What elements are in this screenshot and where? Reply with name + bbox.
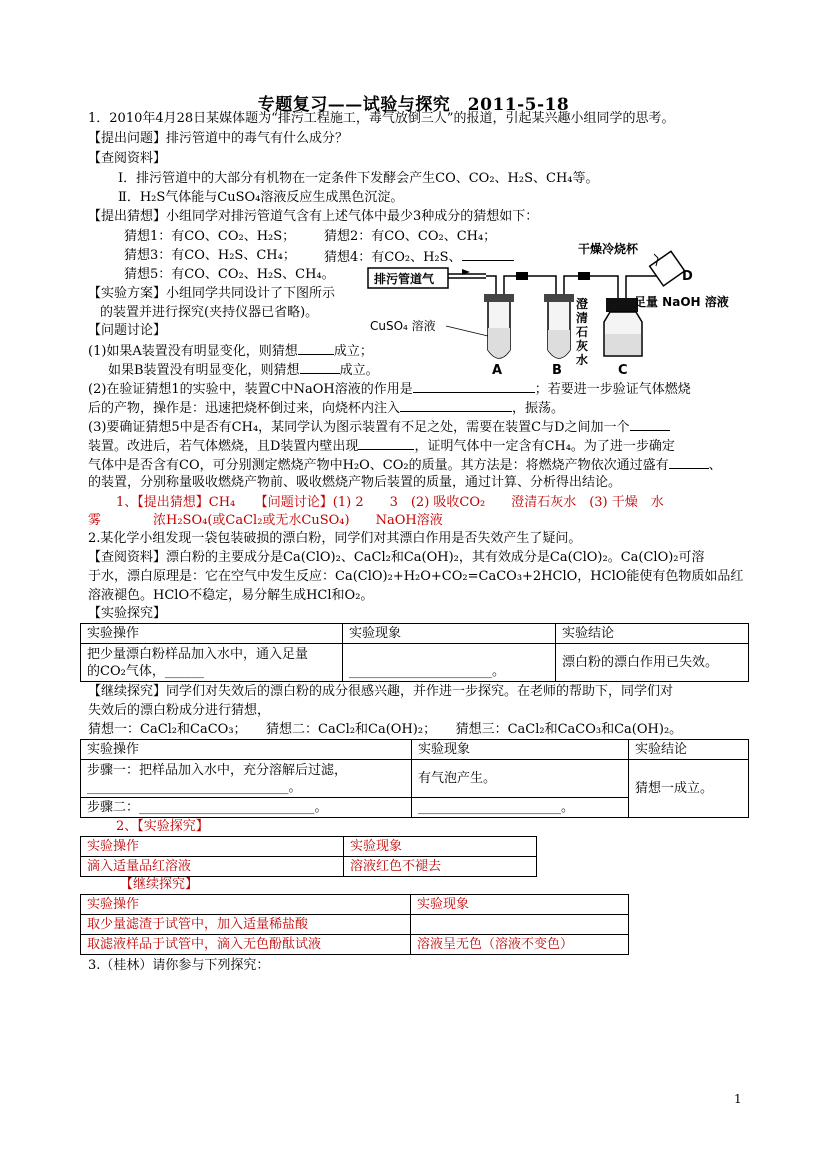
q1-ref2: Ⅱ．H₂S气体能与CuSO₄溶液反应生成黑色沉淀。	[118, 190, 404, 205]
table-cell: 漂白粉的漂白作用已失效。	[556, 644, 749, 682]
table-cell: 有气泡产生。	[412, 760, 629, 798]
q1-guess2: 猜想2：有CO、CO₂、CH₄；	[324, 229, 497, 244]
q1-answer-line1: 1、【提出猜想】CH₄ 【问题讨论】(1) 2 3 (2) 吸收CO₂ 澄清石灰水 (3) 干燥 水	[116, 495, 664, 510]
q3-intro: 3.（桂林）请你参与下列探究：	[88, 958, 270, 973]
q2-ref1: 【查阅资料】漂白粉的主要成分是Ca(ClO)₂、CaCl₂和Ca(OH)₂，其有效成分是Ca(ClO)₂。Ca(ClO)₂可溶	[88, 550, 705, 565]
q2-exp-head: 【实验探究】	[88, 606, 167, 621]
q2-ref3: 溶液褪色。HClO不稳定，易分解生成HCl和O₂。	[88, 588, 374, 603]
apparatus-diagram	[366, 238, 729, 378]
table-header: 实验现象	[343, 624, 556, 644]
q1-intro: 1．2010年4月28日某媒体题为“排污工程施工，毒气放倒三人”的报道，引起某兴趣小组同学的思考。	[88, 111, 675, 126]
q2-continue1: 【继续探究】同学们对失效后的漂白粉的成分很感兴趣，并作进一步探究。在老师的帮助下，同学们对	[88, 684, 674, 699]
q1-disc2: (2)在验证猜想1的实验中，装置C中NaOH溶液的作用是 ；若要进一步验证气体燃烧	[88, 379, 691, 399]
table-cell: 溶液红色不褪去	[344, 857, 537, 877]
table-header: 实验现象	[412, 740, 629, 760]
table-row	[81, 837, 537, 857]
beaker-label: 干燥冷烧杯	[578, 242, 639, 256]
q1-guess5: 猜想5：有CO、CO₂、H₂S、CH₄。	[124, 267, 335, 282]
q1-answer-line2: 雾 浓H₂SO₄(或CaCl₂或无水CuSO₄) NaOH溶液	[88, 513, 443, 528]
page-number: 1	[734, 1092, 742, 1106]
table-cell: ______________________。	[412, 798, 629, 818]
table-row	[81, 857, 537, 877]
table-cell: 步骤一：把样品加入水中，充分溶解后过滤， _______________________________。	[81, 760, 412, 798]
table-row	[81, 895, 629, 915]
table-row	[81, 644, 749, 682]
q1-disc3b: 装置。改进后，若气体燃烧，且D装置内壁出现 ，证明气体中一定含有CH₄。为了进一步确定	[88, 436, 675, 456]
table-header: 实验现象	[411, 895, 629, 915]
table-cell: 取少量滤渣于试管中，加入适量稀盐酸	[81, 915, 411, 935]
label-d: D	[682, 269, 693, 284]
table-cell: ______________________。	[343, 644, 556, 682]
table-cell: 步骤二：___________________________。	[81, 798, 412, 818]
cuso4-label: CuSO₄ 溶液	[370, 319, 436, 333]
table-row	[81, 760, 749, 798]
table-cell: 把少量漂白粉样品加入水中，通入足量 的CO₂气体，______	[81, 644, 343, 682]
table-header: 实验操作	[81, 624, 343, 644]
table-header: 实验结论	[629, 740, 749, 760]
table-cell: 滴入适量品红溶液	[81, 857, 344, 877]
limewater-label-1: 澄	[576, 297, 589, 311]
label-c: C	[618, 363, 628, 378]
table-header: 实验操作	[81, 895, 411, 915]
table-cell: 猜想一成立。	[629, 760, 749, 818]
beaker-d	[650, 251, 685, 286]
limewater-label-5: 水	[576, 353, 589, 367]
table-cell	[411, 915, 629, 935]
table-header: 实验操作	[81, 740, 412, 760]
q2-answer-head: 2、【实验探究】	[116, 819, 209, 834]
q1-disc2b: 后的产物，操作是：迅速把烧杯倒过来，向烧杯内注入 ，振荡。	[88, 398, 564, 418]
limewater-label-2: 清	[576, 311, 589, 325]
q1-disc3: (3)要确证猜想5中是否有CH₄，某同学认为图示装置有不足之处，需要在装置C与D之间加一个	[88, 417, 670, 437]
q1-plan1: 【实验方案】小组同学共同设计了下图所示	[88, 286, 336, 301]
limewater-label-4: 灰	[576, 339, 589, 353]
label-b: B	[552, 363, 562, 378]
q1-disc1b: 如果B装置没有明显变化，则猜想 成立。	[108, 360, 379, 380]
limewater-label-3: 石	[576, 325, 589, 339]
q1-disc3c: 气体中是否含有CO，可分别测定燃烧产物中H₂O、CO₂的质量。其方法是：将燃烧产物依次通过盛有 、	[88, 455, 722, 475]
q2-answer-continue-table	[80, 894, 629, 955]
q1-guess4: 猜想4：有CO₂、H₂S、	[324, 247, 514, 267]
q1-ref-head: 【查阅资料】	[88, 151, 167, 166]
q2-intro: 2.某化学小组发现一袋包装破损的漂白粉，同学们对其漂白作用是否失效产生了疑问。	[88, 531, 582, 546]
q1-guess3: 猜想3：有CO、H₂S、CH₄；	[124, 248, 296, 263]
q2-answer-table	[80, 836, 537, 877]
table-row	[81, 740, 749, 760]
table-row	[81, 915, 629, 935]
q1-plan2: 的装置并进行探究(夹持仪器已省略)。	[100, 305, 319, 320]
label-a: A	[492, 363, 503, 378]
q1-ask: 【提出问题】排污管道中的毒气有什么成分？	[88, 131, 349, 146]
table-header: 实验结论	[556, 624, 749, 644]
q1-disc-head: 【问题讨论】	[88, 323, 167, 338]
q2-continue2: 失效后的漂白粉成分进行猜想，	[88, 703, 271, 718]
table-row	[81, 624, 749, 644]
q2-continue-table	[80, 739, 749, 818]
q1-guess1: 猜想1：有CO、CO₂、H₂S；	[124, 229, 296, 244]
q1-ref1: Ⅰ．排污管道中的大部分有机物在一定条件下发酵会产生CO、CO₂、H₂S、CH₄等。	[118, 171, 599, 186]
q1-disc3d: 的装置，分别称量吸收燃烧产物前、吸收燃烧产物后装置的质量，通过计算、分析得出结论。	[88, 475, 622, 490]
table-header: 实验现象	[344, 837, 537, 857]
page-title: 专题复习——试验与探究 2011-5-18	[257, 95, 570, 115]
table-row	[81, 935, 629, 955]
table-cell: 溶液呈无色（溶液不变色）	[411, 935, 629, 955]
q2-answer-continue: 【继续探究】	[120, 877, 199, 892]
naoh-label: 足量 NaOH 溶液	[634, 295, 729, 309]
table-header: 实验操作	[81, 837, 344, 857]
q2-ref2: 于水，漂白原理是：它在空气中发生反应：Ca(ClO)₂+H₂O+CO₂=CaCO₃+2HClO，HClO能使有色物质如品红	[88, 569, 744, 584]
q1-guess-head: 【提出猜想】小组同学对排污管道气含有上述气体中最少3种成分的猜想如下：	[88, 209, 539, 224]
table-cell: 取滤液样品于试管中，滴入无色酚酞试液	[81, 935, 411, 955]
q2-experiment-table	[80, 623, 749, 682]
q2-guesses: 猜想一：CaCl₂和CaCO₃； 猜想二：CaCl₂和Ca(OH)₂； 猜想三：CaCl₂和CaCO₃和Ca(OH)₂。	[88, 722, 683, 737]
q1-disc1: (1)如果A装置没有明显变化，则猜想 成立；	[88, 341, 373, 361]
pipe-label: 排污管道气	[374, 272, 435, 286]
